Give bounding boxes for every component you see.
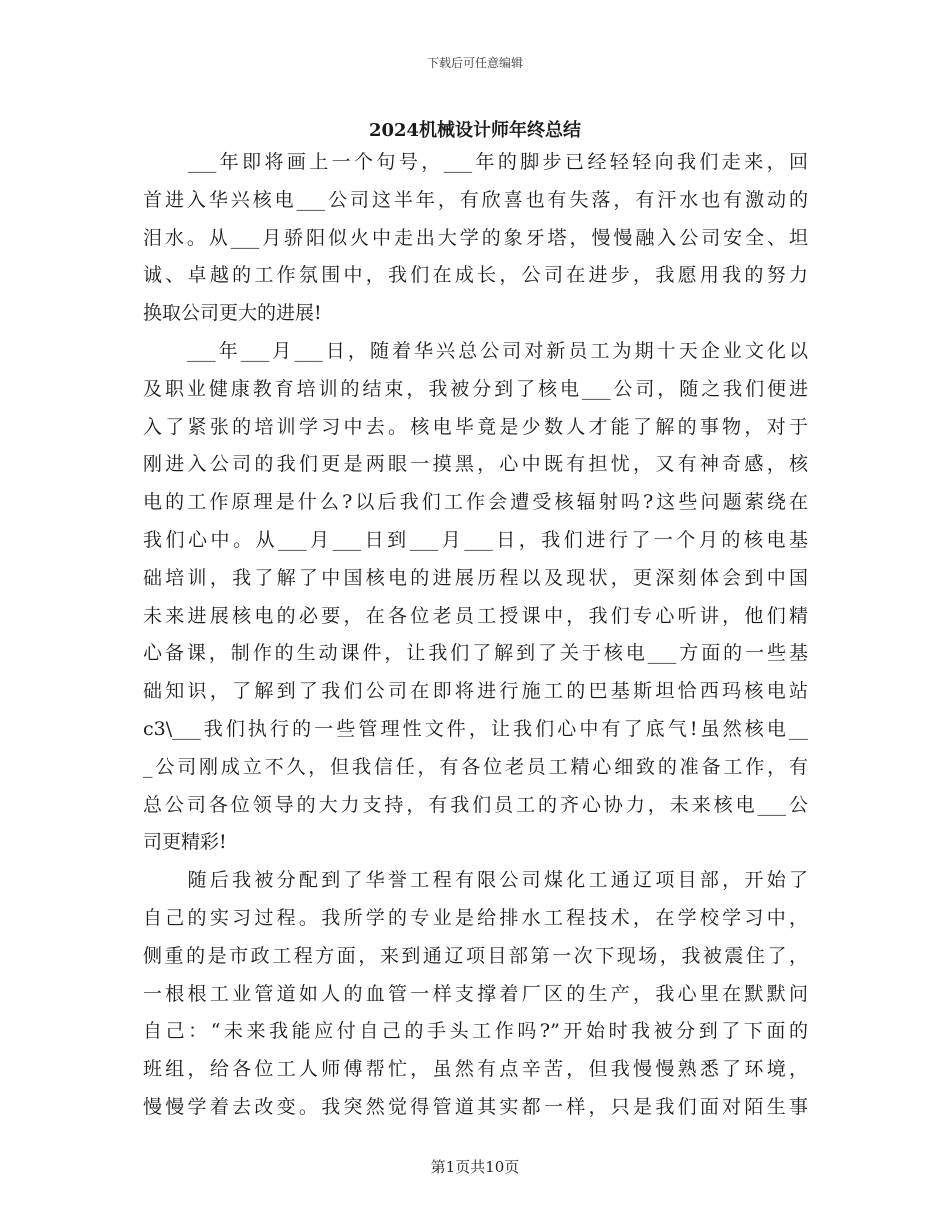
text-line: 随后我被分配到了华誉工程有限公司煤化工通辽项目部，开始了 bbox=[143, 869, 808, 892]
page-footer: 第1页共10页 bbox=[430, 1158, 520, 1176]
header-note: 下载后可任意编辑 bbox=[426, 56, 523, 70]
text-line: 侧重的是市政工程方面，来到通辽项目部第一次下现场，我被震住了， bbox=[143, 944, 808, 967]
text-line: 换取公司更大的进展! bbox=[143, 302, 322, 325]
text-line: 未来进展核电的必要，在各位老员工授课中，我们专心听讲，他们精 bbox=[143, 604, 808, 627]
text-line: 司更精彩! bbox=[143, 831, 227, 854]
text-line: 入了紧张的培训学习中去。核电毕竟是少数人才能了解的事物，对于 bbox=[143, 415, 808, 438]
text-line: 泪水。从___月骄阳似火中走出大学的象牙塔，慢慢融入公司安全、坦 bbox=[143, 226, 808, 249]
text-line: 刚进入公司的我们更是两眼一摸黑，心中既有担忧，又有神奇感，核 bbox=[143, 453, 808, 476]
text-line: 总公司各位领导的大力支持，有我们员工的齐心协力，未来核电___公 bbox=[143, 793, 808, 816]
text-line: 础培训，我了解了中国核电的进展历程以及现状，更深刻体会到中国 bbox=[143, 566, 808, 589]
text-line: c3\___我们执行的一些管理性文件，让我们心中有了底气!虽然核电__ bbox=[143, 717, 808, 740]
text-line: 一根根工业管道如人的血管一样支撑着厂区的生产，我心里在默默问 bbox=[143, 982, 808, 1005]
document-title: 2024机械设计师年终总结 bbox=[368, 120, 582, 141]
paragraph-1 bbox=[143, 144, 808, 333]
document-body bbox=[143, 144, 808, 1127]
text-line: 慢慢学着去改变。我突然觉得管道其实都一样，只是我们面对陌生事 bbox=[143, 1095, 808, 1118]
text-line: 础知识，了解到了我们公司在即将进行施工的巴基斯坦恰西玛核电站 bbox=[143, 680, 808, 703]
text-line: 自己：“未来我能应付自己的手头工作吗?”开始时我被分到了下面的 bbox=[143, 1020, 808, 1043]
text-line: 首进入华兴核电___公司这半年，有欣喜也有失落，有汗水也有激动的 bbox=[143, 188, 808, 211]
text-line: 诚、卓越的工作氛围中，我们在成长，公司在进步，我愿用我的努力 bbox=[143, 264, 808, 287]
text-line: 班组，给各位工人师傅帮忙，虽然有点辛苦，但我慢慢熟悉了环境， bbox=[143, 1058, 808, 1081]
text-line: 及职业健康教育培训的结束，我被分到了核电___公司，随之我们便进 bbox=[143, 377, 808, 400]
text-line: ___年即将画上一个句号，___年的脚步已经轻轻向我们走来，回 bbox=[143, 151, 808, 173]
text-line: _公司刚成立不久，但我信任，有各位老员工精心细致的准备工作，有 bbox=[143, 755, 808, 778]
paragraph-2 bbox=[143, 333, 808, 862]
paragraph-3 bbox=[143, 862, 808, 1127]
text-line: 电的工作原理是什么?以后我们工作会遭受核辐射吗?这些问题萦绕在 bbox=[143, 491, 808, 514]
text-line: 我们心中。从___月___日到___月___日，我们进行了一个月的核电基 bbox=[143, 528, 808, 551]
text-line: ___年___月___日，随着华兴总公司对新员工为期十天企业文化以 bbox=[143, 339, 808, 362]
text-line: 心备课，制作的生动课件，让我们了解到了关于核电___方面的一些基 bbox=[143, 642, 808, 665]
text-line: 自己的实习过程。我所学的专业是给排水工程技术，在学校学习中， bbox=[143, 906, 808, 929]
